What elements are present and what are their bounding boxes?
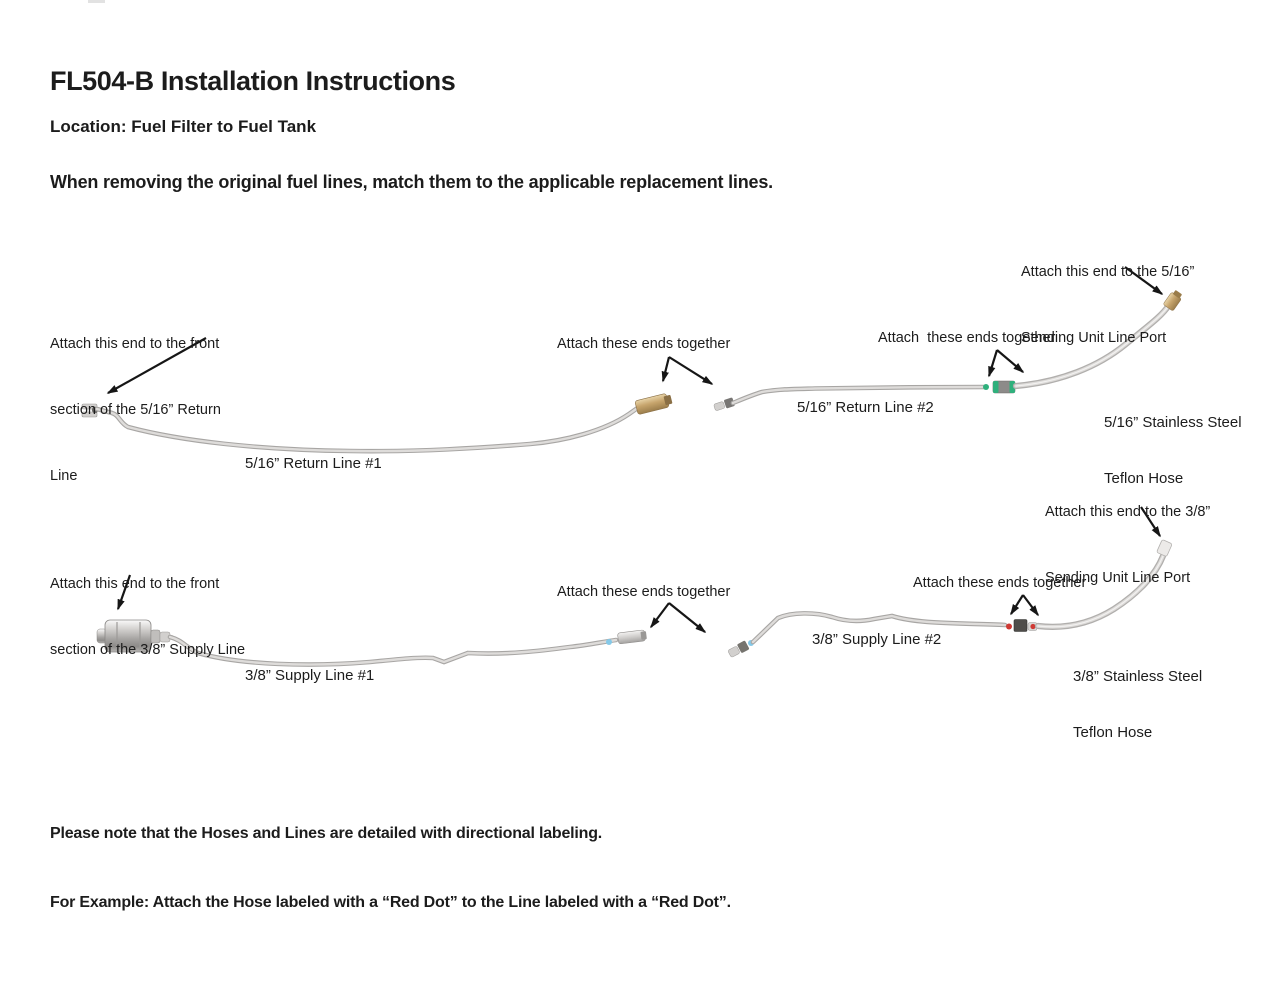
callout-arrow	[989, 350, 997, 376]
quick-connector-green	[993, 381, 1015, 393]
footer-note-line: Please note that the Hoses and Lines are detailed with directional labeling.	[50, 825, 603, 842]
label-line: 3/8” Stainless Steel	[1073, 668, 1203, 685]
return-front-attach-note	[50, 289, 221, 531]
supply-line-2-label: 3/8” Supply Line #2	[812, 631, 942, 648]
footer-note-line: For Example: Attach the Hose labeled with a “Red Dot” to the Line labeled with a “Red Dot”.	[50, 894, 731, 911]
intro-instruction: When removing the original fuel lines, match them to the applicable replacement lines.	[50, 172, 773, 192]
return-attach-together-note-mid: Attach these ends together	[557, 336, 731, 352]
callout-arrow	[1023, 595, 1038, 615]
red-dot-marker	[1006, 624, 1012, 630]
callout-arrow	[669, 603, 705, 632]
note-line: Line	[50, 468, 78, 484]
label-line: Teflon Hose	[1104, 470, 1184, 487]
return-line-1-label: 5/16” Return Line #1	[245, 455, 382, 472]
return-line-2-label: 5/16” Return Line #2	[797, 399, 934, 416]
page-title: FL504-B Installation Instructions	[50, 66, 456, 96]
return-attach-together-note-right: Attach these ends together	[878, 330, 1056, 346]
supply-attach-together-note-right: Attach these ends together	[913, 575, 1087, 591]
note-line: Attach this end to the 5/16”	[1021, 264, 1195, 280]
callout-arrow	[663, 357, 669, 381]
callout-arrow	[669, 357, 712, 384]
callout-arrow	[1011, 595, 1023, 614]
red-dot-marker	[1030, 624, 1035, 629]
supply-hose-label	[1073, 632, 1202, 778]
note-line: section of the 3/8” Supply Line	[50, 642, 246, 658]
note-line: Attach this end to the front	[50, 576, 220, 592]
supply-line-1-label: 3/8” Supply Line #1	[245, 667, 375, 684]
return-sending-port-note	[1021, 217, 1194, 393]
location-subtitle: Location: Fuel Filter to Fuel Tank	[50, 117, 317, 136]
callout-arrow	[997, 350, 1023, 372]
label-line: Teflon Hose	[1073, 724, 1153, 741]
silver-end-fitting	[617, 630, 647, 644]
green-dot-marker	[983, 384, 989, 390]
supply-attach-together-note-mid: Attach these ends together	[557, 584, 731, 600]
note-line: section of the 5/16” Return	[50, 402, 221, 418]
note-line: Sending Unit Line Port	[1021, 330, 1167, 346]
label-line: 5/16” Stainless Steel	[1104, 414, 1242, 431]
quick-connector-red	[1014, 620, 1037, 632]
note-line: Sending Unit Line Port	[1045, 570, 1191, 586]
directional-labeling-note	[50, 776, 731, 960]
callout-arrow	[651, 603, 669, 627]
blue-dot-marker	[606, 639, 612, 645]
note-line: Attach this end to the front	[50, 336, 220, 352]
supply-front-attach-note	[50, 529, 245, 705]
brass-union-fitting	[635, 392, 673, 414]
note-line: Attach this end to the 3/8”	[1045, 504, 1211, 520]
line-end-tip	[727, 640, 749, 658]
supply-sending-port-note	[1045, 457, 1210, 633]
